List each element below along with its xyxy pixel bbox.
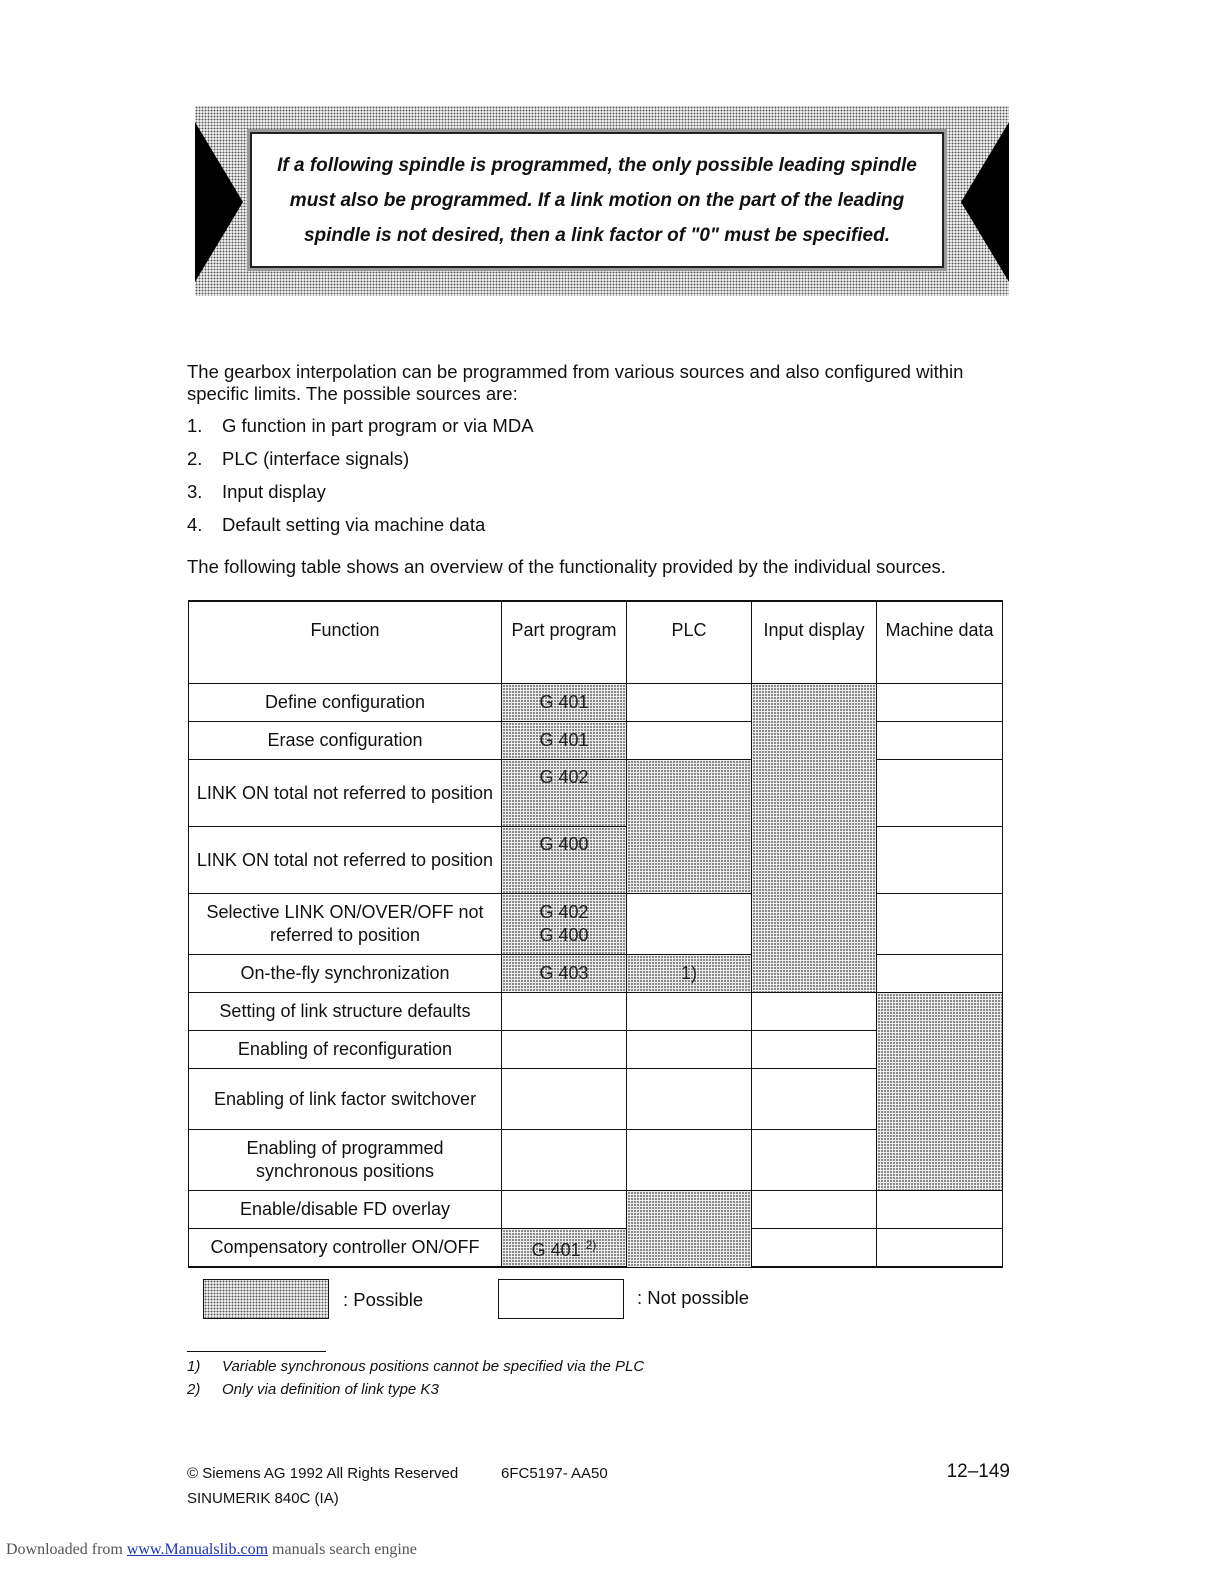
list-item-number: 4. (187, 514, 203, 535)
note-line: must also be programmed. If a link motion on the part of the leading (289, 189, 905, 211)
note-text-box (250, 132, 944, 268)
list-item-number: 2. (187, 448, 203, 469)
footnote-number: 1) (187, 1358, 201, 1375)
plc-cell (627, 722, 752, 760)
input-display-cell (752, 684, 877, 993)
function-cell: On-the-fly synchronization (189, 955, 502, 993)
machine-data-cell (877, 955, 1003, 993)
functionality-table (188, 600, 1003, 1268)
table-row (189, 760, 1003, 827)
part-program-cell (502, 993, 627, 1031)
function-cell: Selective LINK ON/OVER/OFF not referred to position (189, 894, 502, 955)
part-program-line: G 402 (539, 902, 589, 922)
copyright-text: © Siemens AG 1992 All Rights Reserved (187, 1465, 459, 1482)
part-program-cell (502, 894, 627, 955)
plc-cell (627, 894, 752, 955)
note-text (277, 148, 917, 253)
list-item-number: 1. (187, 415, 203, 436)
list-item (187, 479, 534, 512)
header-function: Function (189, 601, 502, 684)
table-row (189, 827, 1003, 894)
list-item (187, 512, 534, 545)
footnote-divider (187, 1351, 326, 1352)
arrow-left-icon (959, 122, 1009, 282)
input-display-cell (752, 1191, 877, 1229)
part-program-cell (502, 1031, 627, 1069)
sources-list (187, 413, 534, 545)
table-row (189, 722, 1003, 760)
table-row (189, 1229, 1003, 1268)
intro-paragraph: The gearbox interpolation can be programmed from various sources and also configured within specific limits. The possible sources are: (187, 361, 964, 404)
function-cell: Enabling of link factor switchover (189, 1069, 502, 1130)
footnote-text: Variable synchronous positions cannot be specified via the PLC (222, 1358, 645, 1375)
note-line: If a following spindle is programmed, the only possible leading spindle (277, 154, 917, 176)
legend-not-possible-label: : Not possible (637, 1287, 750, 1308)
legend-possible-swatch (203, 1279, 329, 1319)
function-cell: Enabling of reconfiguration (189, 1031, 502, 1069)
product-name: SINUMERIK 840C (IA) (187, 1490, 339, 1507)
input-display-cell (752, 1229, 877, 1268)
part-program-cell (502, 1130, 627, 1191)
table-row (189, 1191, 1003, 1229)
note-box (195, 106, 1009, 296)
legend-possible-label: : Possible (343, 1289, 424, 1310)
part-program-cell: G 401 (502, 684, 627, 722)
function-cell: Setting of link structure defaults (189, 993, 502, 1031)
plc-cell (627, 760, 752, 894)
table-row (189, 993, 1003, 1031)
part-program-cell (502, 1069, 627, 1130)
list-item (187, 413, 534, 446)
header-machine-data: Machine data (877, 601, 1003, 684)
part-program-line: G 400 (539, 925, 589, 945)
manualslib-link[interactable]: www.Manualslib.com (126, 1541, 269, 1558)
plc-cell (627, 1191, 752, 1268)
machine-data-cell (877, 894, 1003, 955)
note-line: spindle is not desired, then a link factor of "0" must be specified. (303, 224, 891, 246)
table-row (189, 894, 1003, 955)
document-number: 6FC5197- AA50 (501, 1465, 608, 1482)
footnote-ref: 2) (585, 1237, 597, 1252)
part-program-cell: G 403 (502, 955, 627, 993)
footnote (187, 1358, 644, 1375)
download-banner (6, 1541, 417, 1559)
plc-cell (627, 1130, 752, 1191)
table-row (189, 955, 1003, 993)
list-item (187, 446, 534, 479)
arrow-right-icon (195, 122, 245, 282)
table-header-row (189, 601, 1003, 684)
footnote-text: Only via definition of link type K3 (222, 1381, 439, 1398)
machine-data-cell (877, 722, 1003, 760)
part-program-code: G 401 (531, 1239, 581, 1260)
download-suffix: manuals search engine (268, 1541, 417, 1558)
input-display-cell (752, 1069, 877, 1130)
plc-cell (627, 1069, 752, 1130)
part-program-cell: G 401 (502, 722, 627, 760)
page-number: 12–149 (946, 1461, 1010, 1482)
input-display-cell (752, 1031, 877, 1069)
header-plc: PLC (627, 601, 752, 684)
plc-cell (627, 1031, 752, 1069)
function-cell: LINK ON total not referred to position (189, 827, 502, 894)
plc-cell: 1) (627, 955, 752, 993)
table-intro-paragraph: The following table shows an overview of the functionality provided by the individual sources. (187, 556, 946, 577)
function-cell: LINK ON total not referred to position (189, 760, 502, 827)
function-cell: Enabling of programmed synchronous positions (189, 1130, 502, 1191)
part-program-cell (502, 1229, 627, 1268)
header-part-program: Part program (502, 601, 627, 684)
function-cell: Define configuration (189, 684, 502, 722)
footnote (187, 1381, 439, 1398)
machine-data-cell (877, 1191, 1003, 1229)
input-display-cell (752, 1130, 877, 1191)
footnote-number: 2) (187, 1381, 201, 1398)
function-cell: Compensatory controller ON/OFF (189, 1229, 502, 1268)
legend-not-possible-swatch (498, 1279, 624, 1319)
machine-data-cell (877, 760, 1003, 827)
machine-data-cell (877, 684, 1003, 722)
part-program-cell: G 400 (502, 827, 627, 894)
plc-cell (627, 993, 752, 1031)
table-row (189, 684, 1003, 722)
machine-data-cell (877, 1229, 1003, 1268)
machine-data-cell (877, 993, 1003, 1191)
header-input-display: Input display (752, 601, 877, 684)
machine-data-cell (877, 827, 1003, 894)
input-display-cell (752, 993, 877, 1031)
function-cell: Erase configuration (189, 722, 502, 760)
function-cell: Enable/disable FD overlay (189, 1191, 502, 1229)
list-item-number: 3. (187, 481, 203, 502)
plc-cell (627, 684, 752, 722)
list-item-text: G function in part program or via MDA (222, 415, 534, 436)
list-item-text: Default setting via machine data (222, 514, 486, 535)
list-item-text: Input display (222, 481, 326, 502)
part-program-cell (502, 1191, 627, 1229)
list-item-text: PLC (interface signals) (222, 448, 410, 469)
download-prefix: Downloaded from (6, 1541, 127, 1558)
part-program-cell: G 402 (502, 760, 627, 827)
